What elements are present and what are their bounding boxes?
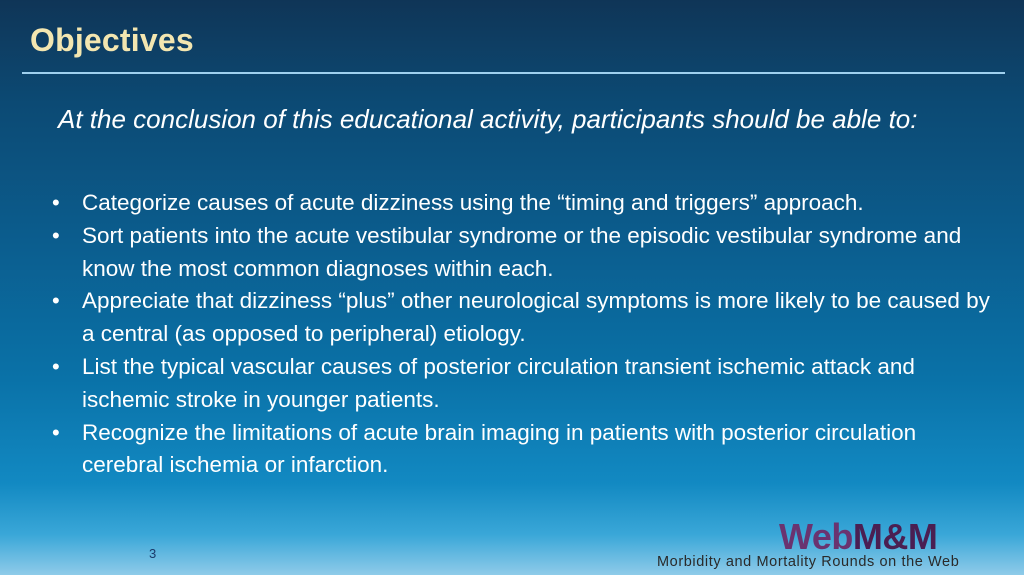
title-divider xyxy=(22,72,1005,74)
webmm-logo xyxy=(655,518,1010,573)
objective-text: Appreciate that dizziness “plus” other neurological symptoms is more likely to be caused by a central (as opposed to peripheral) etiology. xyxy=(82,288,990,347)
logo-web-text: Web xyxy=(779,516,853,557)
bullet-icon: • xyxy=(52,353,60,379)
objective-text: Sort patients into the acute vestibular syndrome or the episodic vestibular syndrome and know the most common diagnoses within each. xyxy=(82,222,962,281)
logo-mm-text: M&M xyxy=(852,516,938,557)
intro-text: At the conclusion of this educational activity, participants should be able to: xyxy=(58,104,918,134)
logo-wordmark xyxy=(779,518,937,556)
objective-text: Categorize causes of acute dizziness using the “timing and triggers” approach. xyxy=(82,190,864,215)
objective-text: List the typical vascular causes of posterior circulation transient ischemic attack and ischemic stroke in younger patients. xyxy=(82,353,915,412)
objective-item xyxy=(52,220,992,286)
objective-item xyxy=(52,187,992,220)
objective-item xyxy=(52,351,992,417)
objectives-list xyxy=(52,187,992,482)
logo-tagline: Morbidity and Mortality Rounds on the Web xyxy=(657,554,960,570)
slide-title: Objectives xyxy=(30,22,194,58)
bullet-icon: • xyxy=(52,419,60,445)
bullet-icon: • xyxy=(52,288,60,314)
objective-text: Recognize the limitations of acute brain imaging in patients with posterior circulation cerebral ischemia or infarction. xyxy=(82,419,917,478)
objective-item xyxy=(52,417,992,483)
bullet-icon: • xyxy=(52,190,60,215)
objective-item xyxy=(52,285,992,351)
page-number: 3 xyxy=(149,546,157,561)
bullet-icon: • xyxy=(52,222,60,248)
